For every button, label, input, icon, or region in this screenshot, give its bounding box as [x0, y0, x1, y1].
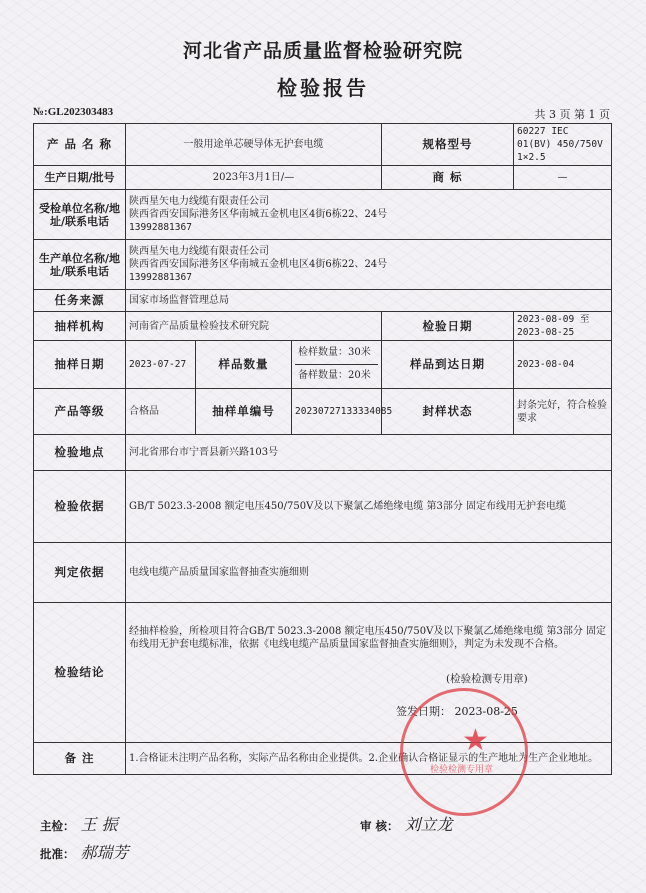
producer-info [126, 240, 612, 290]
test-date: 2023-08-09 至 2023-08-25 [514, 312, 612, 341]
brand-label: 商 标 [382, 166, 514, 190]
producer-address: 陕西省西安国际港务区华南城五金机电区4街6栋22、24号 [129, 259, 388, 270]
producer-name: 陕西星矢电力线缆有限责任公司 [129, 246, 269, 257]
product-name: 一般用途单芯硬导体无护套电缆 [126, 124, 382, 166]
inspected-name: 陕西星矢电力线缆有限责任公司 [129, 196, 269, 207]
report-table [33, 123, 612, 775]
prod-date-label: 生产日期/批号 [34, 166, 126, 190]
page-info: 共 3 页 第 1 页 [534, 108, 610, 121]
sample-qty-label: 样品数量 [196, 341, 292, 389]
sample-qty [292, 341, 382, 389]
issue-date: 签发日期： 2023-08-25 [396, 705, 518, 718]
model-value: 60227 IEC 01(BV) 450/750V 1×2.5 [514, 124, 612, 166]
remarks-value: 1.合格证未注明产品名称，实际产品名称由企业提供。2.企业确认合格证显示的生产地址为生产企业地址。 [126, 743, 612, 775]
inspected-unit-label: 受检单位名称/地址/联系电话 [34, 190, 126, 240]
inspected-tel: 13992881367 [129, 222, 192, 233]
chief-inspector [40, 812, 118, 835]
report-title: 检验报告 [277, 76, 369, 100]
location-value: 河北省邢台市宁晋县新兴路103号 [126, 435, 612, 471]
test-date-label: 检验日期 [382, 312, 514, 341]
producer-label: 生产单位名称/地址/联系电话 [34, 240, 126, 290]
review-label: 审 核： [360, 819, 399, 833]
seal-status: 封条完好，符合检验要求 [514, 389, 612, 435]
chief-label: 主检： [40, 819, 75, 833]
inspected-unit-info [126, 190, 612, 240]
report-number: №:GL202303483 [33, 106, 114, 118]
reviewer [360, 812, 453, 835]
test-qty: 检样数量：30米 [295, 342, 378, 365]
judge-basis-value: 电线电缆产品质量国家监督抽查实施细则 [126, 543, 612, 603]
approver [40, 840, 129, 863]
conclusion-cell [126, 603, 612, 743]
conclusion-text: 经抽样检验，所检项目符合GB/T 5023.3-2008 额定电压450/750V及以下聚氯乙烯绝缘电缆 第3部分 固定布线用无护套电缆标准，依据《电线电缆产品质量国家监督抽查实施细则》，判定为未发现不合格。 [129, 626, 607, 650]
basis-value: GB/T 5023.3-2008 额定电压450/750V及以下聚氯乙烯绝缘电缆 第3部分 固定布线用无护套电缆 [126, 471, 612, 543]
stamp-note: (检验检测专用章) [446, 673, 528, 685]
brand-value: — [514, 166, 612, 190]
sampling-org-label: 抽样机构 [34, 312, 126, 341]
seal-star-icon: ★ [462, 723, 489, 758]
sampling-no: 20230727133334085 [292, 389, 382, 435]
approve-label: 批准： [40, 847, 75, 861]
grade-label: 产品等级 [34, 389, 126, 435]
sampling-date-label: 抽样日期 [34, 341, 126, 389]
judge-basis-label: 判定依据 [34, 543, 126, 603]
sampling-date: 2023-07-27 [126, 341, 196, 389]
grade-value: 合格品 [126, 389, 196, 435]
institute-name: 河北省产品质量监督检验研究院 [182, 40, 463, 62]
task-source-label: 任务来源 [34, 290, 126, 312]
conclusion-label: 检验结论 [34, 603, 126, 743]
inspected-address: 陕西省西安国际港务区华南城五金机电区4街6栋22、24号 [129, 209, 388, 220]
seal-label: 封样状态 [382, 389, 514, 435]
arrival-date: 2023-08-04 [514, 341, 612, 389]
prod-date: 2023年3月1日/— [126, 166, 382, 190]
seal-text: 检验检测专用章 [430, 765, 494, 775]
arrival-date-label: 样品到达日期 [382, 341, 514, 389]
approve-signature: 郝瑞芳 [80, 843, 129, 862]
review-signature: 刘立龙 [404, 815, 453, 834]
remarks-label: 备 注 [34, 743, 126, 775]
backup-qty: 备样数量：20米 [298, 370, 371, 381]
task-source: 国家市场监督管理总局 [126, 290, 612, 312]
basis-label: 检验依据 [34, 471, 126, 543]
location-label: 检验地点 [34, 435, 126, 471]
producer-tel: 13992881367 [129, 272, 192, 283]
sampling-org: 河南省产品质量检验技术研究院 [126, 312, 382, 341]
chief-signature: 王 振 [80, 815, 118, 834]
product-name-label: 产 品 名 称 [34, 124, 126, 166]
model-label: 规格型号 [382, 124, 514, 166]
sampling-no-label: 抽样单编号 [196, 389, 292, 435]
